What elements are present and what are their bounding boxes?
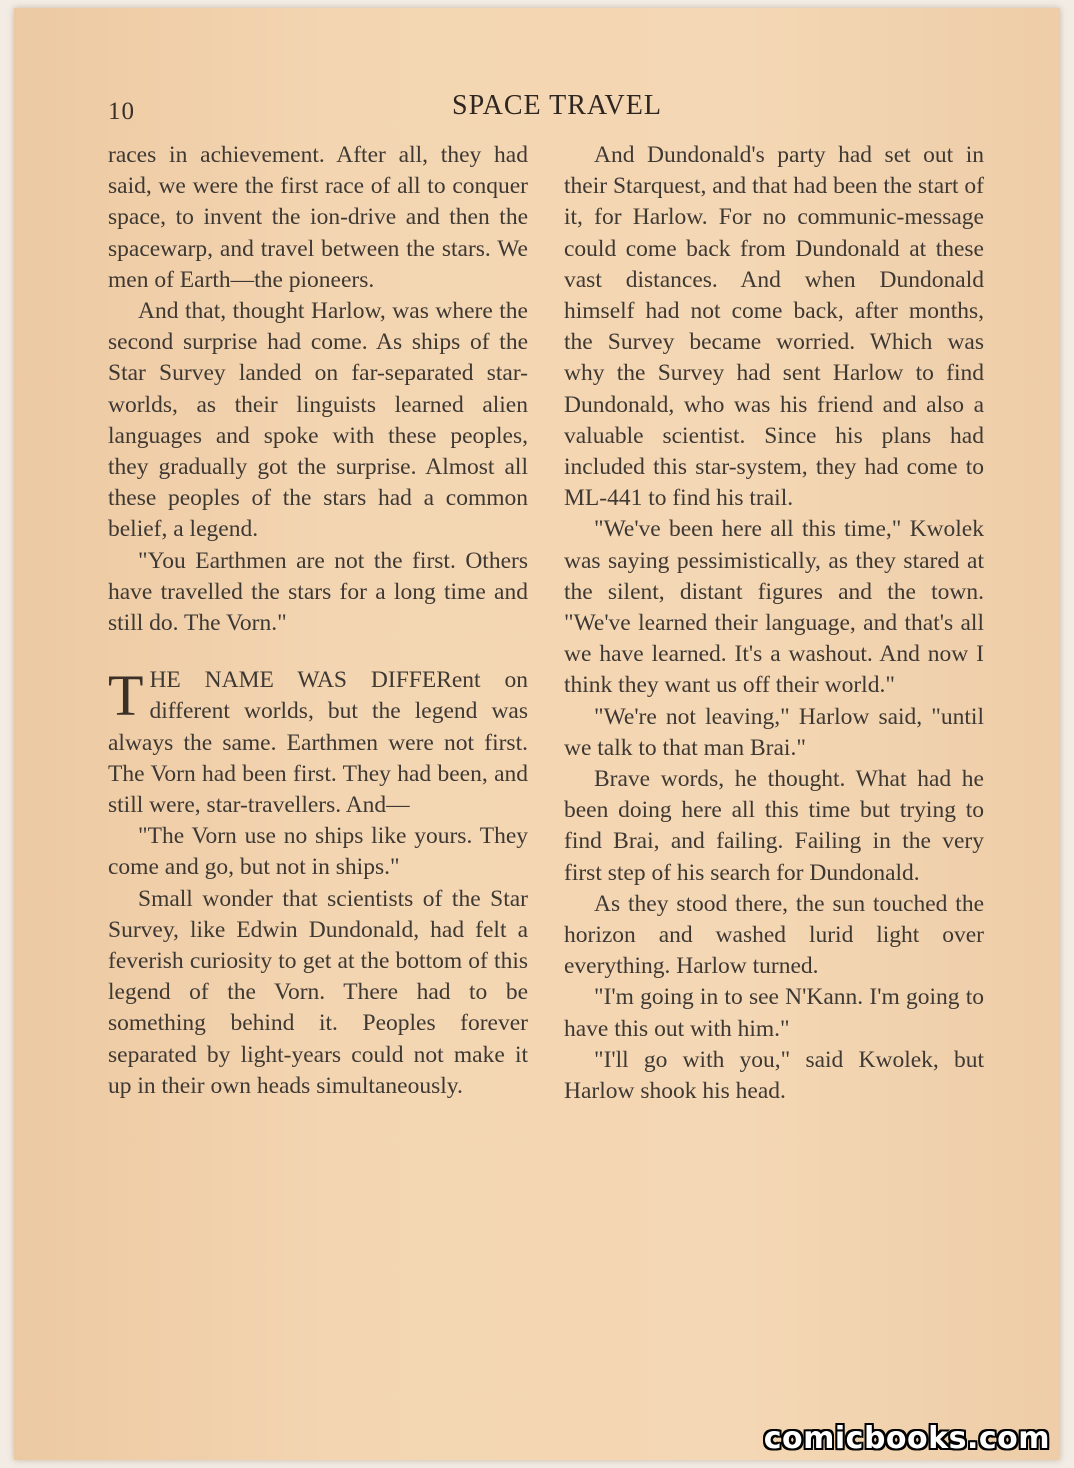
paragraph: Small wonder that scientists of the Star Survey, like Edwin Dundonald, had felt a feverish curiosity to get at the bottom of this legend of the Vorn. There had to be something behind it. Peoples forever separated by light-years could not make it up in their own heads simultaneously. <box>108 885 528 1099</box>
watermark: comicbooks.com <box>763 1421 1050 1456</box>
running-title: SPACE TRAVEL <box>452 90 662 121</box>
paragraph: races in achievement. After all, they had said, we were the first race of all to conquer space, to invent the ion-drive and then the spacewarp, and travel between the stars. We men of Earth—the pioneers. <box>108 142 528 293</box>
right-column <box>564 140 984 1107</box>
paragraph: And Dundonald's party had set out in their Starquest, and that had been the start of it, for Harlow. For no communic-message could come back from Dundonald at these vast distances. And when Dundonald himself had not come back, after months, the Survey became worried. Which was why the Survey had sent Harlow to find Dundonald, who was his friend and also a valuable scientist. Since his plans had included this star-system, they had come to ML-441 to find his trail. <box>564 142 984 512</box>
paragraph: Brave words, he thought. What had he been doing here all this time but trying to find Brai, and failing. Failing in the very first step of his search for Dundonald. <box>564 766 984 886</box>
paragraph: "You Earthmen are not the first. Others have travelled the stars for a long time and still do. The Vorn." <box>108 547 528 637</box>
paragraph: "We've been here all this time," Kwolek was saying pessimistically, as they stared at the silent, distant figures and the town. "We've learned their language, and that's all we have learned. It's a washout. And now I think they want us off their world." <box>564 516 984 699</box>
paragraph: "We're not leaving," Harlow said, "until we talk to that man Brai." <box>564 703 984 761</box>
left-column <box>108 140 528 1102</box>
paragraph: "I'm going in to see N'Kann. I'm going to have this out with him." <box>564 984 984 1042</box>
paragraph: "I'll go with you," said Kwolek, but Harlow shook his head. <box>564 1046 984 1105</box>
book-page <box>14 8 1060 1460</box>
paragraph: And that, thought Harlow, was where the second surprise had come. As ships of the Star Survey landed on far-separated star-worlds, as their linguists learned alien languages and spoke with these peoples, they gradually got the surprise. Almost all these peoples of the stars had a common belief, a legend. <box>108 298 528 543</box>
page-number: 10 <box>108 98 135 125</box>
paragraph: "The Vorn use no ships like yours. They come and go, but not in ships." <box>108 823 528 881</box>
paragraph: As they stood there, the sun touched the horizon and washed lurid light over everything. Harlow turned. <box>564 890 984 980</box>
page-header <box>14 86 1060 136</box>
section-opening-paragraph: THE NAME WAS DIFFERent on different worlds, but the legend was always the same. Earthmen were not first. The Vorn had been first. They had been, and still were, star-travellers. And— <box>108 663 528 819</box>
